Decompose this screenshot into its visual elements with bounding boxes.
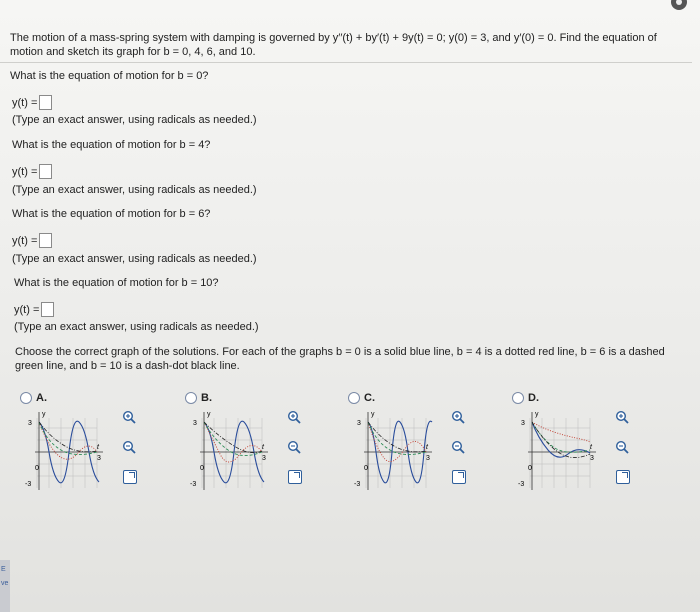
question-b0: What is the equation of motion for b = 0? bbox=[10, 70, 209, 82]
axis-t-label: t bbox=[590, 444, 592, 451]
graph-prompt: Choose the correct graph of the solutions. For each of the graphs b = 0 is a solid blue line, b = 4 is a dotted red line, b = 6 is a dashed green line, and b = 10 is a dash-dot black line. bbox=[15, 346, 665, 372]
answer-row-b6 bbox=[12, 233, 52, 248]
axis-y-label: y bbox=[371, 411, 375, 418]
axis-y-label: y bbox=[42, 411, 46, 418]
zoom-in-icon[interactable] bbox=[287, 410, 301, 424]
tick-t3: 3 bbox=[262, 455, 266, 462]
graph-b bbox=[190, 408, 290, 498]
answer-lhs: y(t) = bbox=[12, 165, 38, 178]
expand-icon[interactable] bbox=[452, 470, 466, 484]
tick-zero: 0 bbox=[364, 465, 368, 472]
tick-t3: 3 bbox=[426, 455, 430, 462]
graph-c bbox=[354, 408, 454, 498]
tick-ytop: 3 bbox=[28, 420, 32, 427]
tick-t3: 3 bbox=[97, 455, 101, 462]
choice-c[interactable]: C. bbox=[348, 391, 375, 405]
curve-b6 bbox=[368, 422, 426, 455]
hint-b6: (Type an exact answer, using radicals as needed.) bbox=[12, 253, 257, 265]
tick-zero: 0 bbox=[35, 465, 39, 472]
answer-input-b4[interactable] bbox=[39, 164, 52, 179]
answer-lhs: y(t) = bbox=[12, 96, 38, 109]
choice-b[interactable]: B. bbox=[185, 391, 212, 405]
question-b6: What is the equation of motion for b = 6? bbox=[12, 208, 211, 220]
choice-d[interactable]: D. bbox=[512, 391, 539, 405]
tick-ytop: 3 bbox=[357, 420, 361, 427]
axis-t-label: t bbox=[97, 444, 99, 451]
radio-c[interactable] bbox=[348, 392, 360, 404]
axis-y-label: y bbox=[207, 411, 211, 418]
answer-lhs: y(t) = bbox=[12, 234, 38, 247]
hint-b0: (Type an exact answer, using radicals as needed.) bbox=[12, 114, 257, 126]
answer-row-b10 bbox=[14, 302, 54, 317]
zoom-out-icon[interactable] bbox=[287, 440, 301, 454]
graph-d bbox=[518, 408, 618, 498]
side-tab[interactable] bbox=[0, 560, 10, 612]
hint-b10: (Type an exact answer, using radicals as needed.) bbox=[14, 321, 259, 333]
tick-ybot: -3 bbox=[190, 481, 197, 488]
divider bbox=[0, 62, 692, 63]
tick-zero: 0 bbox=[528, 465, 532, 472]
zoom-out-icon[interactable] bbox=[615, 440, 629, 454]
curve-b4 bbox=[39, 422, 97, 459]
tick-zero: 0 bbox=[200, 465, 204, 472]
axis-t-label: t bbox=[426, 444, 428, 451]
radio-a[interactable] bbox=[20, 392, 32, 404]
tick-ybot: -3 bbox=[518, 481, 525, 488]
side-tab-letter: E bbox=[1, 566, 6, 573]
tick-ybot: -3 bbox=[25, 481, 32, 488]
question-b4: What is the equation of motion for b = 4? bbox=[12, 139, 211, 151]
zoom-out-icon[interactable] bbox=[122, 440, 136, 454]
axis-t-label: t bbox=[262, 444, 264, 451]
radio-b[interactable] bbox=[185, 392, 197, 404]
tick-ybot: -3 bbox=[354, 481, 361, 488]
expand-icon[interactable] bbox=[288, 470, 302, 484]
problem-statement: The motion of a mass-spring system with damping is governed by y′′(t) + by′(t) + 9y(t) = 0; y(0) = 3, and y′(0) = 0. Find the equation of motion and sketch its graph for b = 0, 4, 6, and 10. bbox=[10, 32, 657, 58]
answer-input-b0[interactable] bbox=[39, 95, 52, 110]
radio-d[interactable] bbox=[512, 392, 524, 404]
choice-a[interactable]: A. bbox=[20, 391, 47, 405]
expand-icon[interactable] bbox=[616, 470, 630, 484]
answer-row-b0 bbox=[12, 95, 52, 110]
graph-a bbox=[25, 408, 125, 498]
zoom-out-icon[interactable] bbox=[451, 440, 465, 454]
side-tab-text: ve bbox=[1, 580, 9, 587]
tick-t3: 3 bbox=[590, 455, 594, 462]
tick-ytop: 3 bbox=[193, 420, 197, 427]
zoom-in-icon[interactable] bbox=[615, 410, 629, 424]
question-b10: What is the equation of motion for b = 10? bbox=[14, 277, 219, 289]
answer-row-b4 bbox=[12, 164, 52, 179]
answer-input-b6[interactable] bbox=[39, 233, 52, 248]
curve-b10 bbox=[368, 422, 426, 452]
settings-gear-icon[interactable] bbox=[666, 0, 692, 14]
hint-b4: (Type an exact answer, using radicals as needed.) bbox=[12, 184, 257, 196]
tick-ytop: 3 bbox=[521, 420, 525, 427]
answer-lhs: y(t) = bbox=[14, 303, 40, 316]
answer-input-b10[interactable] bbox=[41, 302, 54, 317]
axis-y-label: y bbox=[535, 411, 539, 418]
expand-icon[interactable] bbox=[123, 470, 137, 484]
zoom-in-icon[interactable] bbox=[122, 410, 136, 424]
zoom-in-icon[interactable] bbox=[451, 410, 465, 424]
